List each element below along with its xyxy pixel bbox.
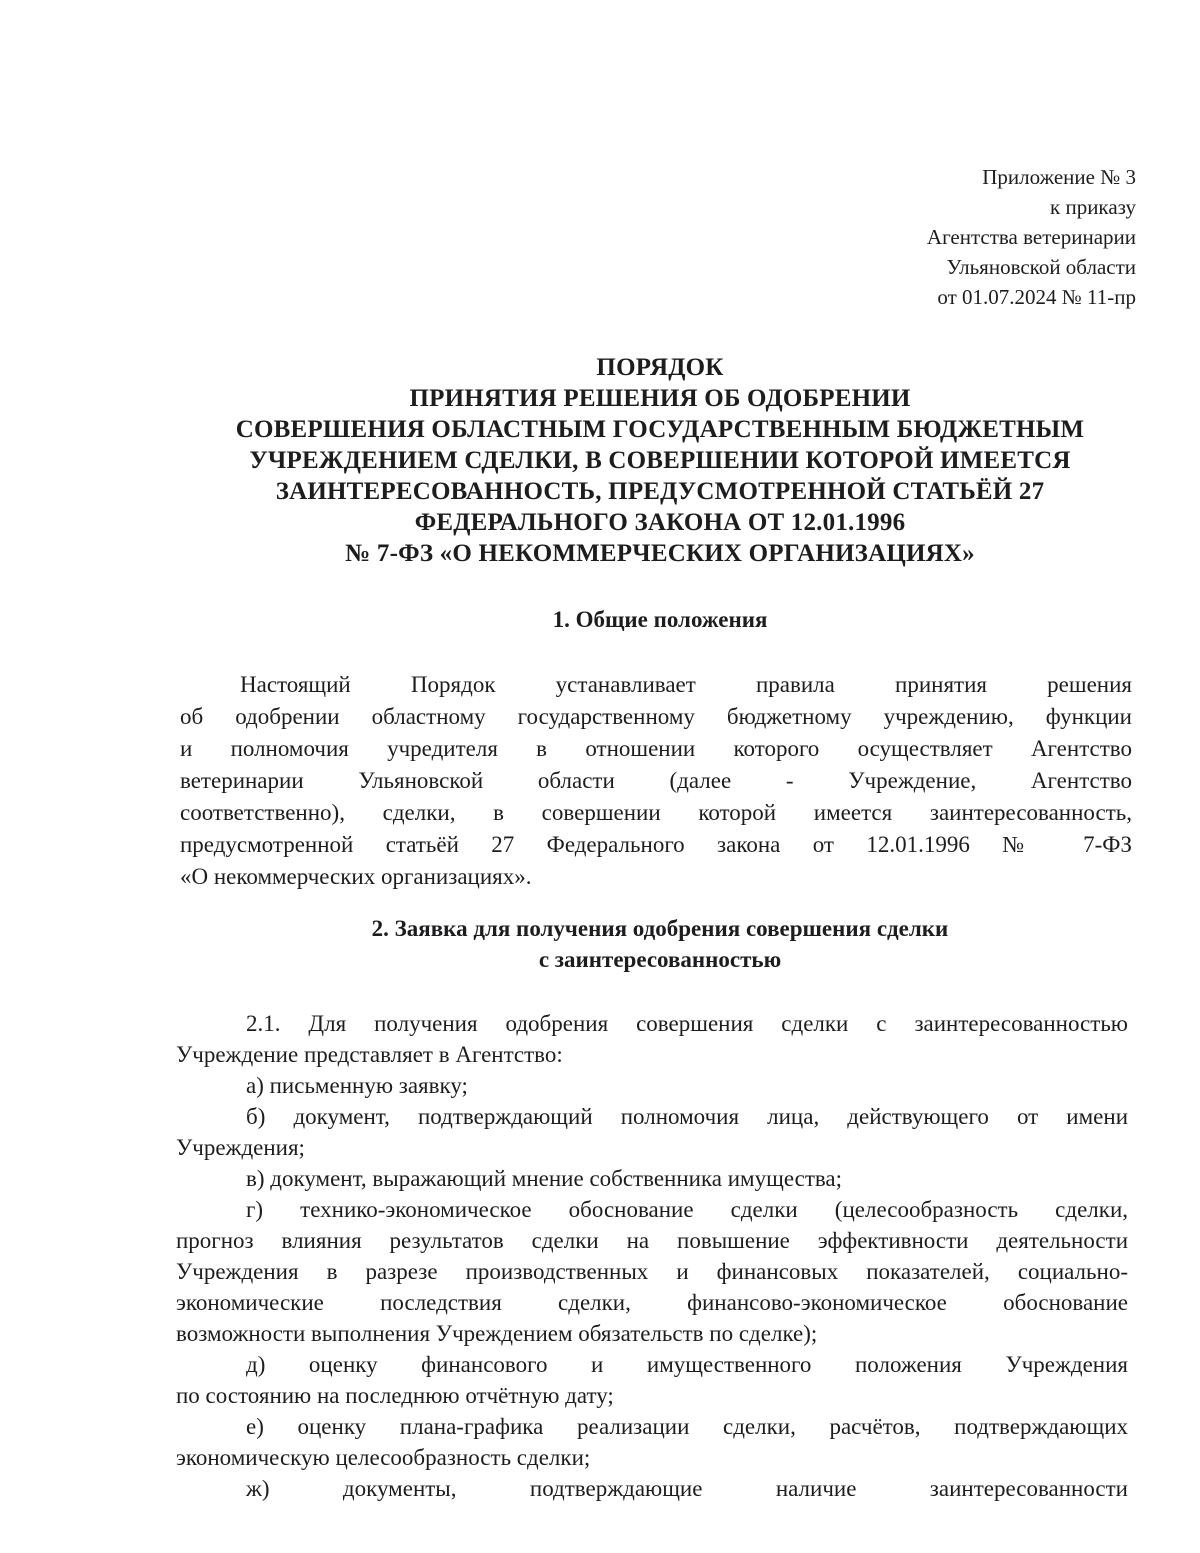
section-1-heading-text: 1. Общие положения <box>552 607 768 632</box>
list-item-g <box>176 1194 1128 1349</box>
list-item-line: 2.1. Для получения одобрения совершения сделки с заинтересованностью <box>246 1011 1128 1036</box>
appendix-line: Ульяновской области <box>946 255 1136 279</box>
list-item-line: ж) документы, подтверждающие наличие заинтересованности <box>246 1476 1128 1501</box>
list-item-2-1 <box>176 1008 1128 1070</box>
paragraph-line: ветеринарии Ульяновской области (далее - Учреждение, Агентство <box>180 768 1132 793</box>
list-item-e <box>176 1411 1128 1473</box>
title-line: № 7-ФЗ «О НЕКОММЕРЧЕСКИХ ОРГАНИЗАЦИЯХ» <box>345 540 975 567</box>
list-item-line: по состоянию на последнюю отчётную дату; <box>176 1383 614 1408</box>
paragraph-line: об одобрении областному государственному бюджетному учреждению, функции <box>180 704 1132 729</box>
title-line: СОВЕРШЕНИЯ ОБЛАСТНЫМ ГОСУДАРСТВЕННЫМ БЮДЖЕТНЫМ <box>235 416 1085 443</box>
list-item-line: е) оценку плана-графика реализации сделки, расчётов, подтверждающих <box>246 1414 1128 1439</box>
list-item-line: прогноз влияния результатов сделки на повышение эффективности деятельности <box>176 1228 1128 1253</box>
paragraph-line: соответственно), сделки, в совершении которой имеется заинтересованность, <box>180 800 1132 825</box>
paragraph-line: «О некоммерческих организациях». <box>180 864 532 889</box>
section-2-heading-line: с заинтересованностью <box>538 947 782 972</box>
appendix-line: к приказу <box>1050 195 1136 219</box>
section-1-heading <box>180 604 1140 635</box>
list-item-d <box>176 1349 1128 1411</box>
section-1-paragraph <box>180 669 1132 893</box>
list-item-line: а) письменную заявку; <box>246 1073 468 1098</box>
paragraph-line: и полномочия учредителя в отношении которого осуществляет Агентство <box>180 736 1132 761</box>
title-line: ПОРЯДОК <box>596 354 724 381</box>
list-item-line: Учреждения в разрезе производственных и финансовых показателей, социально- <box>176 1259 1128 1284</box>
title-line: УЧРЕЖДЕНИЕМ СДЕЛКИ, В СОВЕРШЕНИИ КОТОРОЙ ИМЕЕТСЯ <box>249 447 1071 474</box>
title-line: ФЕДЕРАЛЬНОГО ЗАКОНА ОТ 12.01.1996 <box>414 509 906 536</box>
list-item-line: в) документ, выражающий мнение собственника имущества; <box>246 1166 843 1191</box>
appendix-line: от 01.07.2024 № 11-пр <box>937 285 1136 309</box>
list-item-line: Учреждения; <box>176 1135 305 1160</box>
section-2-heading-line: 2. Заявка для получения одобрения совершения сделки <box>371 916 949 941</box>
appendix-line: Агентства ветеринарии <box>926 225 1136 249</box>
list-item-line: возможности выполнения Учреждением обязательств по сделке); <box>176 1321 818 1346</box>
section-2-list <box>176 1008 1128 1504</box>
list-item-line: экономическую целесообразность сделки; <box>176 1445 591 1470</box>
title-line: ПРИНЯТИЯ РЕШЕНИЯ ОБ ОДОБРЕНИИ <box>409 385 911 412</box>
section-2-heading <box>180 913 1140 975</box>
list-item-line: д) оценку финансового и имущественного положения Учреждения <box>246 1352 1128 1377</box>
list-item-line: Учреждение представляет в Агентство: <box>176 1042 563 1067</box>
paragraph-line: Настоящий Порядок устанавливает правила принятия решения <box>240 672 1132 697</box>
list-item-zh <box>176 1473 1128 1504</box>
list-item-a <box>176 1070 1128 1101</box>
appendix-line: Приложение № 3 <box>982 165 1136 189</box>
list-item-v <box>176 1163 1128 1194</box>
list-item-line: б) документ, подтверждающий полномочия лица, действующего от имени <box>246 1104 1128 1129</box>
paragraph-line: предусмотренной статьёй 27 Федерального закона от 12.01.1996 № 7-ФЗ <box>180 832 1132 857</box>
list-item-line: экономические последствия сделки, финансово-экономическое обоснование <box>176 1290 1128 1315</box>
list-item-b <box>176 1101 1128 1163</box>
list-item-line: г) технико-экономическое обоснование сделки (целесообразность сделки, <box>246 1197 1128 1222</box>
document-title <box>180 352 1140 569</box>
appendix-block <box>927 162 1136 312</box>
title-line: ЗАИНТЕРЕСОВАННОСТЬ, ПРЕДУСМОТРЕННОЙ СТАТЬЁЙ 27 <box>275 478 1045 505</box>
